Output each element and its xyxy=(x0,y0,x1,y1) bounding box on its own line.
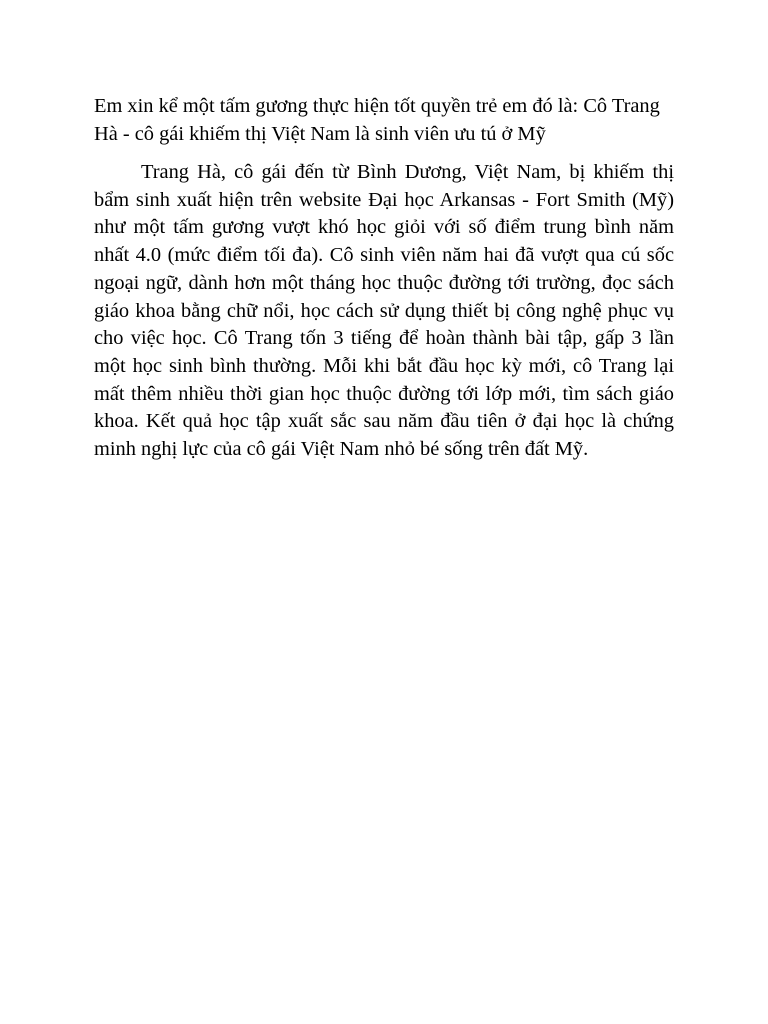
document-page xyxy=(94,93,674,464)
document-heading: Em xin kể một tấm gương thực hiện tốt quyền trẻ em đó là: Cô Trang Hà - cô gái khiếm thị Việt Nam là sinh viên ưu tú ở Mỹ xyxy=(94,95,660,145)
document-paragraph: Trang Hà, cô gái đến từ Bình Dương, Việt Nam, bị khiếm thị bẩm sinh xuất hiện trên website Đại học Arkansas - Fort Smith (Mỹ) như một tấm gương vượt khó học giỏi với số điểm trung bình năm nhất 4.0 (mức điểm tối đa). Cô sinh viên năm hai đã vượt qua cú sốc ngoại ngữ, dành hơn một tháng học thuộc đường tới trường, đọc sách giáo khoa bằng chữ nổi, học cách sử dụng thiết bị công nghệ phục vụ cho việc học. Cô Trang tốn 3 tiếng để hoàn thành bài tập, gấp 3 lần một học sinh bình thường. Mỗi khi bắt đầu học kỳ mới, cô Trang lại mất thêm nhiều thời gian học thuộc đường tới lớp mới, tìm sách giáo khoa. Kết quả học tập xuất sắc sau năm đầu tiên ở đại học là chứng minh nghị lực của cô gái Việt Nam nhỏ bé sống trên đất Mỹ. xyxy=(94,161,674,461)
